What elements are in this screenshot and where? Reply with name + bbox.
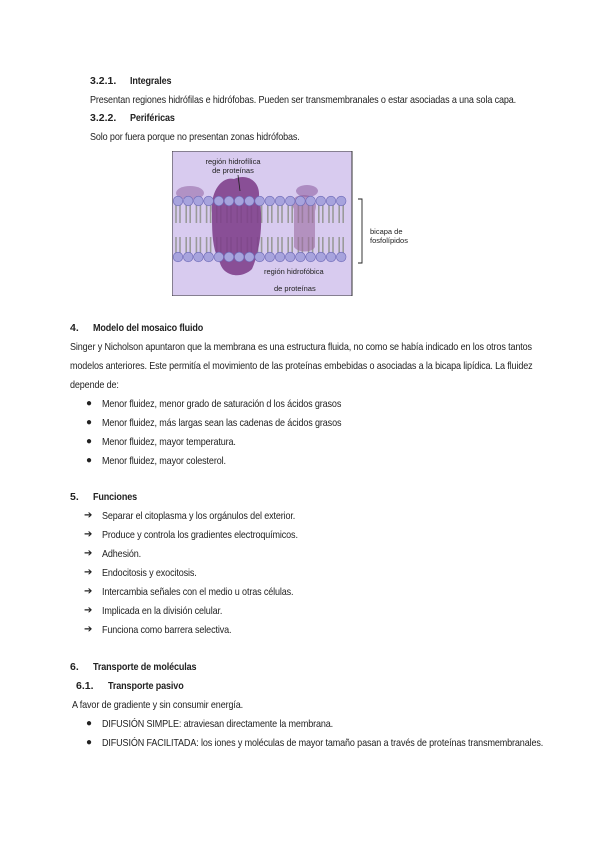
phospholipid-head: [265, 196, 275, 206]
membrane-diagram: [172, 151, 427, 296]
list-item: Adhesión.: [102, 548, 142, 560]
list-item: Produce y controla los gradientes electroquímicos.: [102, 529, 298, 541]
phospholipid-head: [194, 196, 204, 206]
paragraph-line: modelos anteriores. Este permitía el movimiento de las proteínas embebidas o asociadas a la bicapa lipídica. La fluidez: [70, 360, 533, 372]
section-heading: Integrales: [130, 75, 172, 87]
section-number: 3.2.1.: [90, 75, 117, 87]
phospholipid-head: [255, 252, 265, 262]
phospholipid-head: [296, 252, 306, 262]
phospholipid-head: [285, 252, 295, 262]
list-item: Funciona como barrera selectiva.: [102, 624, 232, 636]
phospholipid-head: [255, 196, 265, 206]
section-heading: Transporte pasivo: [108, 680, 184, 692]
phospholipid-head: [234, 196, 244, 206]
phospholipid-head: [183, 252, 193, 262]
phospholipid-head: [245, 252, 255, 262]
section-heading: Periféricas: [130, 112, 175, 124]
list-item: Menor fluidez, más largas sean las cadenas de ácidos grasos: [102, 417, 342, 429]
peripheral-protein: [296, 185, 318, 197]
arrow-icon: ➔: [84, 567, 93, 578]
arrow-icon: ➔: [84, 624, 93, 635]
paragraph-line: depende de:: [70, 379, 119, 391]
phospholipid-head: [204, 196, 214, 206]
phospholipid-head: [214, 196, 224, 206]
list-item: Endocitosis y exocitosis.: [102, 567, 197, 579]
bullet-icon: ●: [86, 737, 93, 748]
phospholipid-head: [306, 252, 316, 262]
phospholipid-head: [326, 252, 336, 262]
arrow-icon: ➔: [84, 548, 93, 559]
bullet-icon: ●: [86, 436, 93, 447]
phospholipid-head: [265, 252, 275, 262]
phospholipid-head: [275, 196, 285, 206]
phospholipid-head: [296, 196, 306, 206]
list-item: DIFUSIÓN FACILITADA: los iones y moléculas de mayor tamaño pasan a través de proteínas transmembranales.: [102, 737, 544, 749]
section-heading: Funciones: [93, 491, 137, 503]
bilayer-bracket: [358, 199, 362, 263]
phospholipid-head: [245, 196, 255, 206]
paragraph: A favor de gradiente y sin consumir energía.: [72, 699, 244, 711]
phospholipid-head: [224, 252, 234, 262]
phospholipid-head: [285, 196, 295, 206]
list-item: Separar el citoplasma y los orgánulos del exterior.: [102, 510, 296, 522]
label-hydrophobic-2: de proteínas: [274, 284, 316, 293]
phospholipid-head: [234, 252, 244, 262]
phospholipid-head: [214, 252, 224, 262]
phospholipid-head: [336, 196, 346, 206]
arrow-icon: ➔: [84, 510, 93, 521]
list-item: DIFUSIÓN SIMPLE: atraviesan directamente la membrana.: [102, 718, 334, 730]
paragraph: Solo por fuera porque no presentan zonas hidrófobas.: [90, 131, 300, 143]
list-item: Implicada en la división celular.: [102, 605, 223, 617]
label-hydrophobic: región hidrofóbica: [264, 267, 324, 276]
section-number: 4.: [70, 322, 79, 334]
list-item: Intercambia señales con el medio u otras células.: [102, 586, 294, 598]
label-bilayer: bicapa de: [370, 227, 403, 236]
section-number: 6.: [70, 661, 79, 673]
arrow-icon: ➔: [84, 586, 93, 597]
phospholipid-head: [326, 196, 336, 206]
bullet-icon: ●: [86, 455, 93, 466]
phospholipid-head: [275, 252, 285, 262]
arrow-icon: ➔: [84, 605, 93, 616]
phospholipid-head: [173, 196, 183, 206]
label-hydrophilic: región hidrofílica: [205, 157, 261, 166]
phospholipid-head: [224, 196, 234, 206]
phospholipid-head: [204, 252, 214, 262]
arrow-icon: ➔: [84, 529, 93, 540]
list-item: Menor fluidez, menor grado de saturación d los ácidos grasos: [102, 398, 342, 410]
section-number: 3.2.2.: [90, 112, 117, 124]
phospholipid-head: [183, 196, 193, 206]
section-number: 6.1.: [76, 680, 94, 692]
section-heading: Modelo del mosaico fluido: [93, 322, 204, 334]
phospholipid-head: [194, 252, 204, 262]
paragraph: Presentan regiones hidrófilas e hidrófobas. Pueden ser transmembranales o estar asociadas a una sola capa.: [90, 94, 517, 106]
section-heading: Transporte de moléculas: [93, 661, 197, 673]
phospholipid-head: [336, 252, 346, 262]
paragraph-line: Singer y Nicholson apuntaron que la membrana es una estructura fluida, no como se había indicado en los otros tantos: [70, 341, 532, 353]
phospholipid-head: [316, 252, 326, 262]
label-hydrophilic-2: de proteínas: [212, 166, 254, 175]
bullet-icon: ●: [86, 718, 93, 729]
phospholipid-head: [173, 252, 183, 262]
list-item: Menor fluidez, mayor temperatura.: [102, 436, 236, 448]
bullet-icon: ●: [86, 417, 93, 428]
list-item: Menor fluidez, mayor colesterol.: [102, 455, 226, 467]
phospholipid-head: [316, 196, 326, 206]
label-bilayer-2: fosfolípidos: [370, 236, 408, 245]
bullet-icon: ●: [86, 398, 93, 409]
section-number: 5.: [70, 491, 79, 503]
membrane-figure: [172, 151, 427, 296]
phospholipid-head: [306, 196, 316, 206]
